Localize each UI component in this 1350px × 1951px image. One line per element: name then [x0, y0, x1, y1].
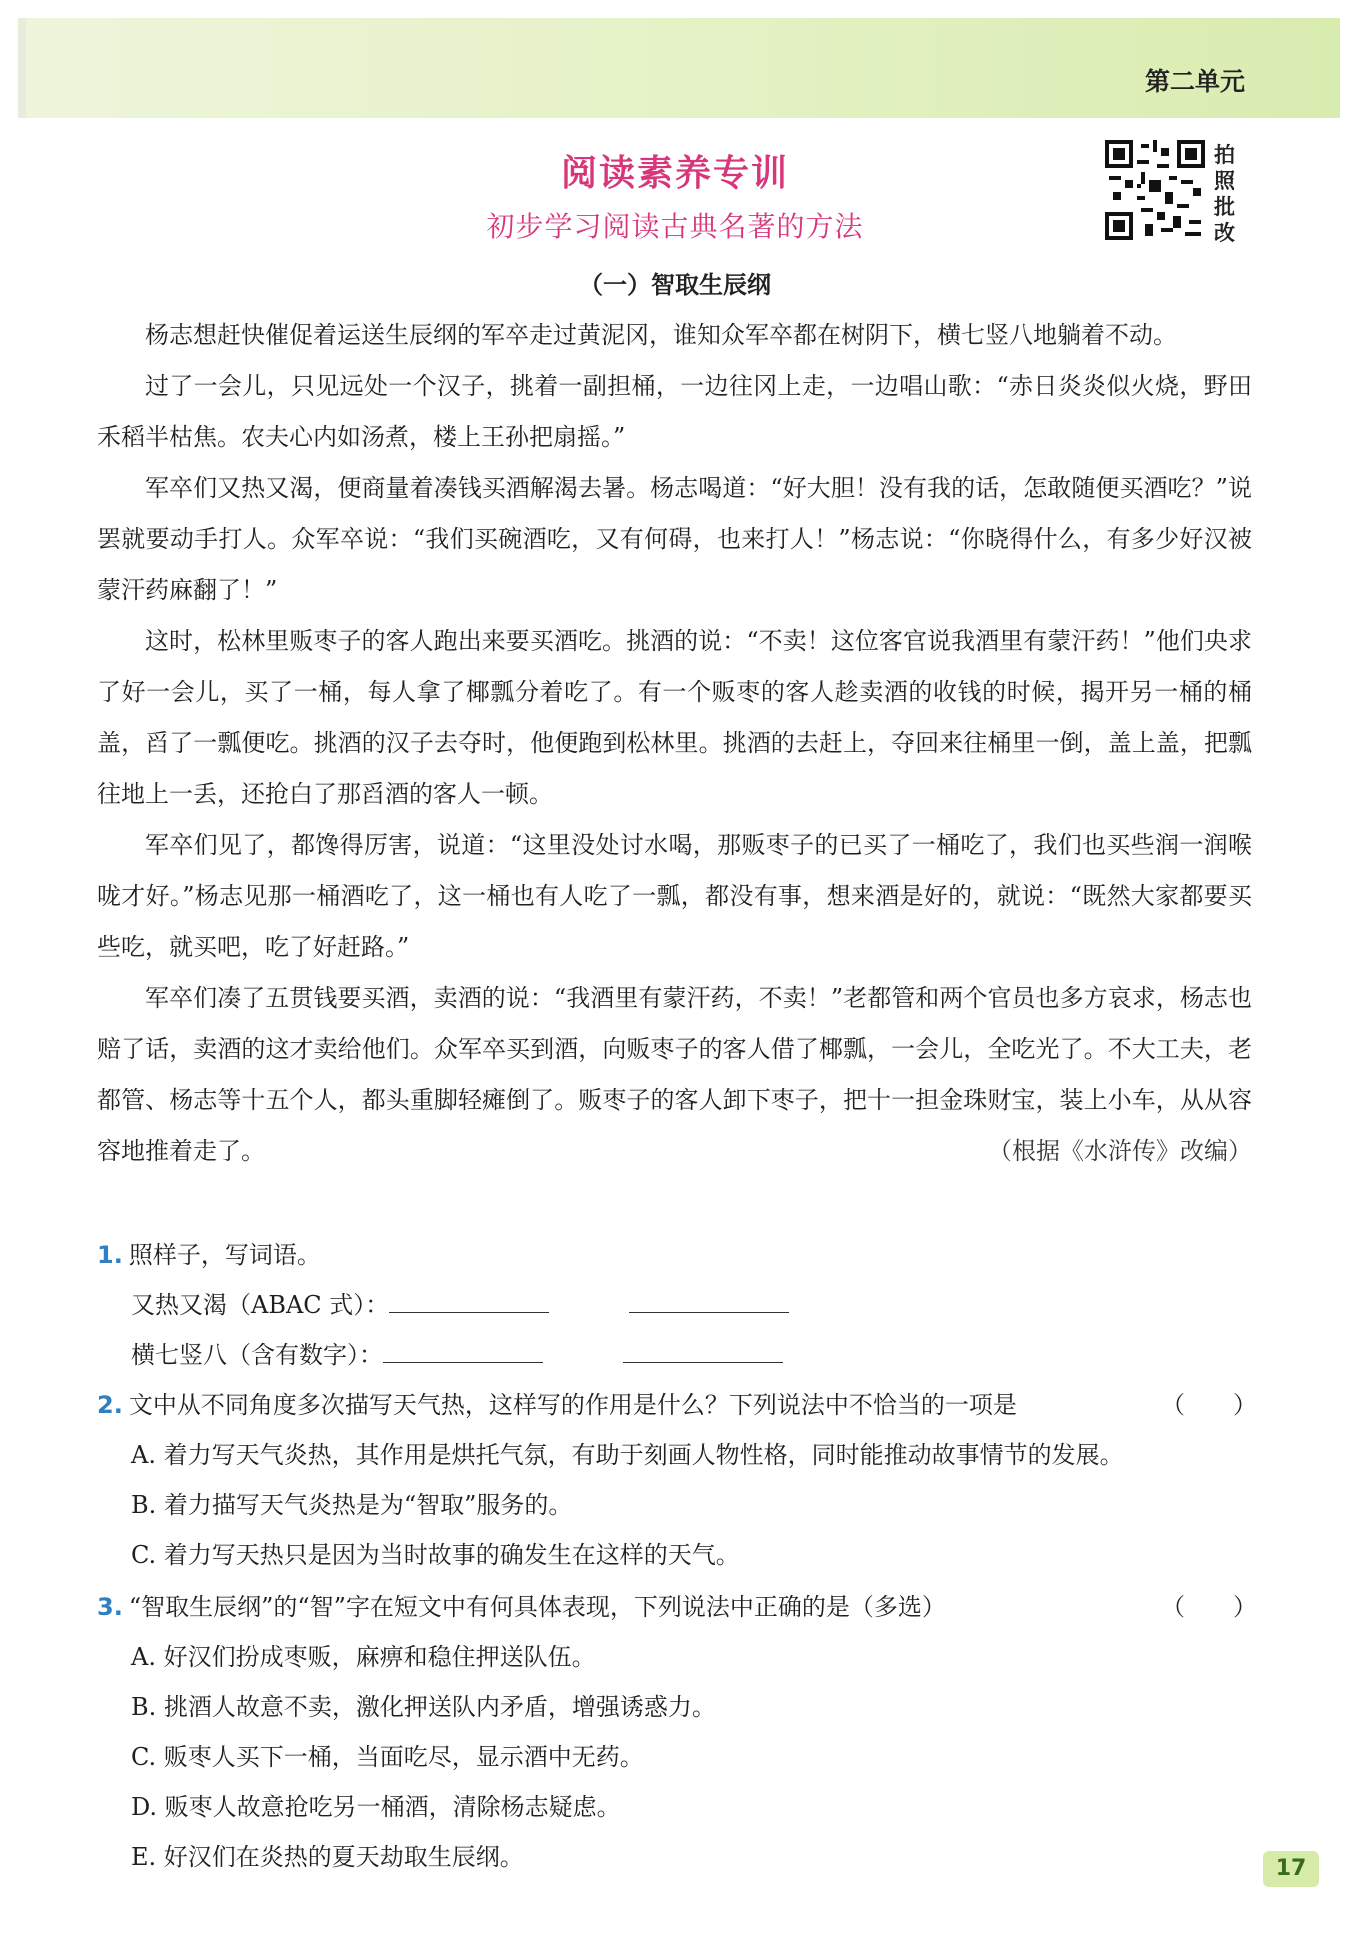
- qr-label: 拍照批改: [1214, 143, 1235, 245]
- option: B. 挑酒人故意不卖，激化押送队内矛盾，增强诱惑力。: [131, 1693, 716, 1721]
- option: C. 着力写天热只是因为当时故事的确发生在这样的天气。: [131, 1541, 740, 1569]
- question-prompt: 照样子，写词语。: [128, 1241, 321, 1269]
- question-number: 3.: [97, 1593, 123, 1621]
- page-number: 17: [1263, 1851, 1319, 1887]
- passage-paragraph: 杨志想赶快催促着运送生辰纲的军卒走过黄泥冈，谁知众军卒都在树阴下，横七竖八地躺着不动。: [145, 321, 1177, 349]
- passage-paragraph: 过了一会儿，只见远处一个汉子，挑着一副担桶，一边往冈上走，一边唱山歌：“赤日炎炎似火烧，野田禾稻半枯焦。农夫心内如汤煮，楼上王孙把扇摇。”: [97, 372, 1252, 451]
- question-prompt: 文中从不同角度多次描写天气热，这样写的作用是什么？下列说法中不恰当的一项是: [128, 1391, 1017, 1419]
- option: E. 好汉们在炎热的夏天劫取生辰纲。: [131, 1843, 524, 1871]
- page-title: 阅读素养专训: [560, 153, 789, 194]
- question-1-line-2: 横七竖八（含有数字）：: [131, 1341, 383, 1369]
- option: B. 着力描写天气炎热是为“智取”服务的。: [131, 1491, 573, 1519]
- answer-blank[interactable]: [389, 1288, 549, 1313]
- passage-paragraph: 军卒们见了，都馋得厉害，说道：“这里没处讨水喝，那贩枣子的已买了一桶吃了，我们也买些润一润喉咙才好。”杨志见那一桶酒吃了，这一桶也有人吃了一瓢，都没有事，想来酒是好的，就说：“既然大家都要买些吃，就买吧，吃了好赶路。”: [97, 831, 1252, 961]
- question-3: [97, 1582, 1257, 1882]
- qr-code-icon[interactable]: [1105, 140, 1205, 240]
- question-2: [97, 1380, 1257, 1580]
- answer-blank[interactable]: [383, 1338, 543, 1363]
- answer-parentheses[interactable]: （ ）: [1161, 1391, 1257, 1419]
- unit-label: 第二单元: [1144, 67, 1245, 96]
- source-note: （根据《水浒传》改编）: [988, 1137, 1252, 1165]
- answer-blank[interactable]: [623, 1338, 783, 1363]
- passage-paragraph: 军卒们又热又渴，便商量着凑钱买酒解渴去暑。杨志喝道：“好大胆！没有我的话，怎敢随便买酒吃？”说罢就要动手打人。众军卒说：“我们买碗酒吃，又有何碍，也来打人！”杨志说：“你晓得什么，有多少好汉被蒙汗药麻翻了！”: [97, 474, 1252, 604]
- reading-passage: [97, 310, 1252, 1177]
- page-subtitle: 初步学习阅读古典名著的方法: [486, 210, 864, 243]
- question-number: 2.: [97, 1391, 123, 1419]
- header-stripe: [18, 18, 26, 118]
- question-number: 1.: [97, 1241, 123, 1269]
- passage-paragraph: 军卒们凑了五贯钱要买酒，卖酒的说：“我酒里有蒙汗药，不卖！”老都管和两个官员也多方哀求，杨志也赔了话，卖酒的这才卖给他们。众军卒买到酒，向贩枣子的客人借了椰瓢，一会儿，全吃光了。不大工夫，老都管、杨志等十五个人，都头重脚轻瘫倒了。贩枣子的客人卸下枣子，把十一担金珠财宝，装上小车，从从容容地推着走了。: [97, 984, 1252, 1165]
- option: D. 贩枣人故意抢吃另一桶酒，清除杨志疑虑。: [131, 1793, 621, 1821]
- answer-blank[interactable]: [629, 1288, 789, 1313]
- question-1-line-1: 又热又渴（ABAC 式）：: [131, 1291, 390, 1319]
- section-heading: （一）智取生辰纲: [579, 271, 771, 299]
- option: C. 贩枣人买下一桶，当面吃尽，显示酒中无药。: [131, 1743, 644, 1771]
- answer-parentheses[interactable]: （ ）: [1161, 1593, 1257, 1621]
- option: A. 好汉们扮成枣贩，麻痹和稳住押送队伍。: [131, 1643, 596, 1671]
- question-1: [97, 1230, 1257, 1380]
- header-band: [18, 18, 1340, 118]
- passage-paragraph: 这时，松林里贩枣子的客人跑出来要买酒吃。挑酒的说：“不卖！这位客官说我酒里有蒙汗药！”他们央求了好一会儿，买了一桶，每人拿了椰瓢分着吃了。有一个贩枣的客人趁卖酒的收钱的时候，揭开另一桶的桶盖，舀了一瓢便吃。挑酒的汉子去夺时，他便跑到松林里。挑酒的去赶上，夺回来往桶里一倒，盖上盖，把瓢往地上一丢，还抢白了那舀酒的客人一顿。: [97, 627, 1252, 808]
- option: A. 着力写天气炎热，其作用是烘托气氛，有助于刻画人物性格，同时能推动故事情节的发展。: [131, 1441, 1124, 1469]
- question-prompt: “智取生辰纲”的“智”字在短文中有何具体表现，下列说法中正确的是（多选）: [128, 1593, 946, 1621]
